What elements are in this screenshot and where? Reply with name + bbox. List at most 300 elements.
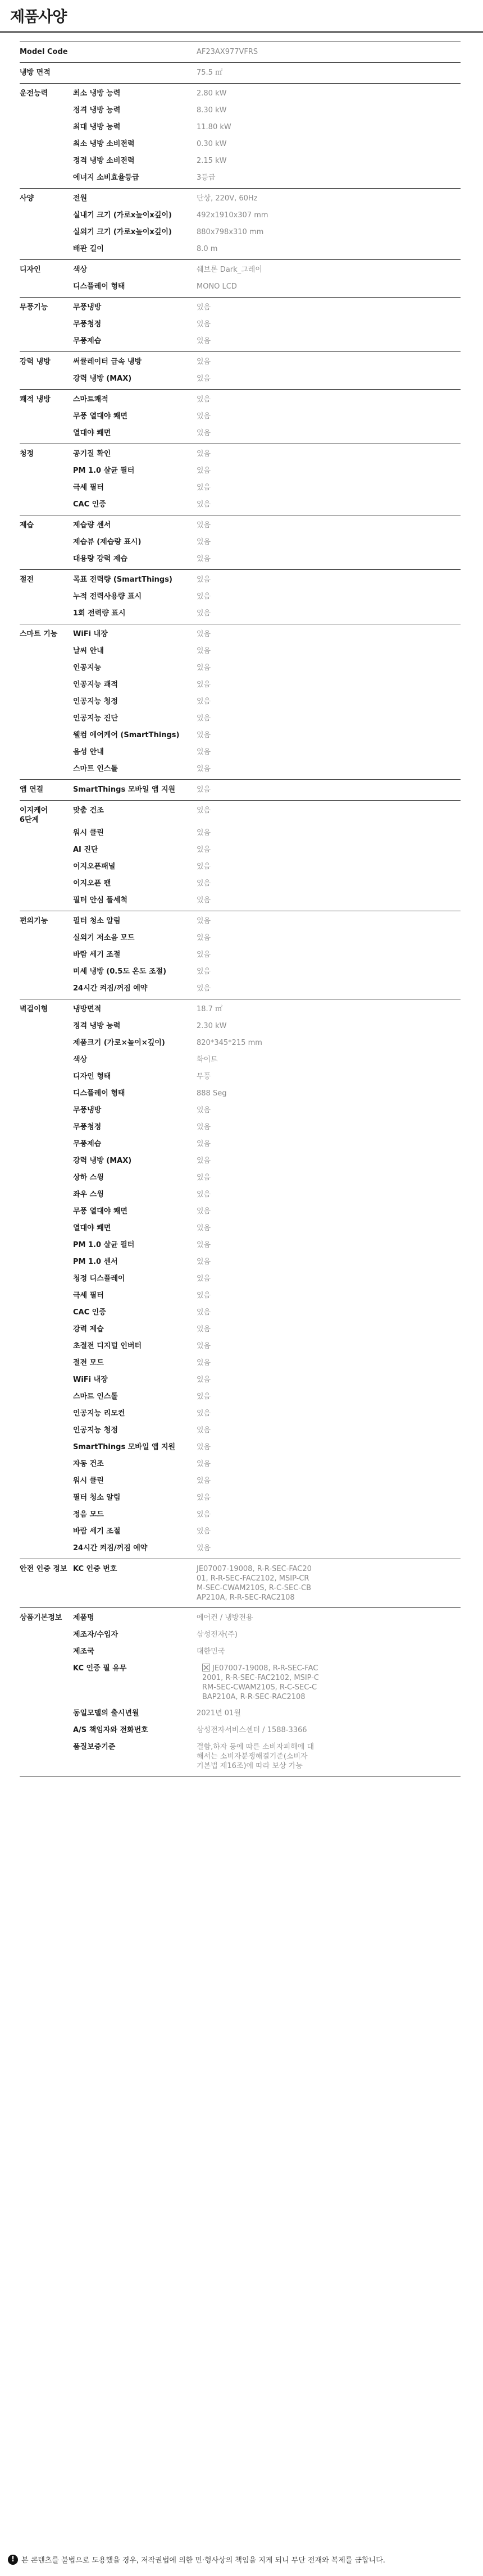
spec-row	[20, 693, 461, 710]
spec-category	[20, 980, 73, 997]
spec-label: 제습량 센서	[73, 521, 111, 529]
spec-category	[20, 1153, 73, 1170]
spec-value	[197, 626, 315, 643]
spec-category	[20, 677, 73, 693]
spec-label: 냉방면적	[73, 1005, 102, 1013]
spec-label: PM 1.0 살균 필터	[73, 467, 135, 475]
spec-category	[20, 930, 73, 947]
spec-value-text: 있음	[197, 879, 211, 888]
spec-row	[20, 65, 461, 81]
spec-row	[20, 479, 461, 496]
spec-category	[20, 588, 73, 605]
spec-category	[20, 1473, 73, 1490]
spec-category	[20, 693, 73, 710]
spec-category	[20, 1372, 73, 1389]
spec-category	[20, 534, 73, 551]
spec-value-text: 있음	[197, 1376, 211, 1384]
spec-label: 써큘레이터 급속 냉방	[73, 358, 142, 366]
spec-value-text: 880x798x310 mm	[197, 228, 264, 236]
spec-row	[20, 1523, 461, 1540]
spec-value-text: 있음	[197, 785, 211, 794]
spec-label: 날씨 안내	[73, 647, 104, 655]
spec-row	[20, 1561, 461, 1606]
spec-value	[197, 1052, 315, 1068]
spec-category	[20, 605, 73, 622]
spec-row	[20, 1610, 461, 1627]
spec-value-text: 있음	[197, 467, 211, 475]
spec-value	[197, 1220, 315, 1237]
spec-row	[20, 1254, 461, 1271]
spec-label: AI 진단	[73, 846, 98, 854]
spec-value	[197, 496, 315, 513]
spec-value	[197, 446, 315, 463]
spec-row	[20, 802, 461, 825]
spec-value	[197, 710, 315, 727]
spec-value	[197, 1338, 315, 1355]
spec-category: 이지케어 6단계	[20, 806, 48, 824]
spec-value-text: 있음	[197, 303, 211, 312]
spec-category	[20, 1722, 73, 1739]
spec-category	[20, 660, 73, 677]
spec-value-text: 있음	[197, 1359, 211, 1367]
spec-row	[20, 119, 461, 136]
spec-label: 실내기 크기 (가로x높이x깊이)	[73, 211, 172, 220]
spec-value	[197, 572, 315, 588]
spec-value	[197, 1506, 315, 1523]
spec-value-text: 에어컨 / 냉방전용	[197, 1614, 253, 1622]
spec-category: 절전	[20, 576, 34, 584]
spec-category	[20, 1422, 73, 1439]
spec-row	[20, 496, 461, 513]
spec-row	[20, 1035, 461, 1052]
spec-row	[20, 875, 461, 892]
spec-category	[20, 170, 73, 186]
spec-value-text: 삼성전자(주)	[197, 1630, 238, 1639]
spec-category	[20, 1254, 73, 1271]
spec-row	[20, 1660, 461, 1705]
spec-value	[197, 1102, 315, 1119]
spec-group	[20, 801, 461, 911]
spec-value	[197, 170, 315, 186]
spec-value	[197, 842, 315, 858]
spec-label: 24시간 켜짐/꺼짐 예약	[73, 984, 148, 993]
spec-label: 인공지능 진단	[73, 714, 118, 723]
spec-label: 무풍제습	[73, 337, 102, 345]
spec-label: 스마트쾌적	[73, 395, 108, 404]
spec-category	[20, 825, 73, 842]
spec-value-text: 있음	[197, 664, 211, 672]
spec-value-text: JE07007-19008, R-R-SEC-FAC2001, R-R-SEC-FAC2102, MSIP-CRM-SEC-CWAM210S, R-C-SEC-CBAP210A, R-R-SEC-RAC2108	[197, 1565, 312, 1602]
spec-value-text: 있음	[197, 1291, 211, 1300]
spec-row	[20, 371, 461, 387]
spec-category	[20, 224, 73, 241]
spec-label: 색상	[73, 266, 88, 274]
spec-category	[20, 1660, 73, 1705]
spec-value-text: 있음	[197, 1443, 211, 1451]
spec-category	[20, 1287, 73, 1304]
spec-value	[197, 1389, 315, 1405]
spec-row	[20, 892, 461, 909]
spec-label: CAC 인증	[73, 500, 106, 509]
spec-label: 인공지능 리모컨	[73, 1409, 125, 1418]
spec-label: 24시간 켜짐/꺼짐 예약	[73, 1544, 148, 1552]
title-divider	[0, 31, 483, 33]
spec-category: Model Code	[20, 48, 68, 56]
spec-category	[20, 1018, 73, 1035]
spec-value-text: 있음	[197, 680, 211, 689]
spec-row	[20, 1186, 461, 1203]
spec-value-text: 있음	[197, 1275, 211, 1283]
spec-value-text: 820*345*215 mm	[197, 1039, 262, 1047]
spec-label: 최소 냉방 소비전력	[73, 140, 135, 148]
spec-value-text: 있음	[197, 1140, 211, 1148]
spec-row	[20, 1052, 461, 1068]
spec-label: 스마트 인스톨	[73, 1392, 118, 1401]
spec-value	[197, 153, 315, 170]
spec-value	[197, 744, 315, 761]
spec-category	[20, 1119, 73, 1136]
spec-value	[197, 1068, 315, 1085]
spec-label: 제조국	[73, 1647, 94, 1656]
spec-label: 인공지능	[73, 664, 102, 672]
spec-value	[197, 65, 315, 81]
spec-category: 벽걸이형	[20, 1005, 48, 1013]
spec-label: PM 1.0 살균 필터	[73, 1241, 135, 1249]
spec-label: 무풍 열대야 쾌면	[73, 412, 127, 421]
spec-label: SmartThings 모바일 앱 지원	[73, 1443, 176, 1451]
spec-category	[20, 1068, 73, 1085]
spec-value-text: 있음	[197, 521, 211, 529]
spec-value	[197, 1271, 315, 1287]
spec-label: 워시 클린	[73, 1477, 104, 1485]
spec-row	[20, 102, 461, 119]
spec-group	[20, 1608, 461, 1776]
spec-value-text: 있음	[197, 630, 211, 638]
spec-value	[197, 913, 315, 930]
spec-category: 안전 인증 정보	[20, 1565, 67, 1573]
spec-value-text: 있음	[197, 1308, 211, 1317]
spec-label: 절전 모드	[73, 1359, 104, 1367]
spec-row	[20, 1422, 461, 1439]
spec-label: 상하 스윙	[73, 1173, 104, 1182]
spec-category	[20, 842, 73, 858]
spec-value	[197, 1540, 315, 1557]
spec-category	[20, 153, 73, 170]
spec-label: 초절전 디지털 인버터	[73, 1342, 142, 1350]
spec-label: CAC 인증	[73, 1308, 106, 1317]
spec-category	[20, 1321, 73, 1338]
spec-value	[197, 479, 315, 496]
spec-value	[197, 354, 315, 371]
spec-row	[20, 980, 461, 997]
spec-category	[20, 333, 73, 350]
spec-row	[20, 190, 461, 207]
spec-row	[20, 1119, 461, 1136]
spec-category: 청정	[20, 450, 34, 458]
spec-label: 에너지 소비효율등급	[73, 173, 139, 182]
spec-value-text: 있음	[197, 1190, 211, 1199]
spec-row	[20, 1102, 461, 1119]
spec-category	[20, 1355, 73, 1372]
spec-row	[20, 842, 461, 858]
spec-value-text: 있음	[197, 395, 211, 404]
spec-row	[20, 316, 461, 333]
spec-value-text: 있음	[197, 429, 211, 437]
spec-label: 품질보증기준	[73, 1743, 116, 1751]
spec-category	[20, 727, 73, 744]
spec-category: 무풍기능	[20, 303, 48, 312]
spec-value	[197, 1372, 315, 1389]
spec-category	[20, 1627, 73, 1643]
spec-row	[20, 626, 461, 643]
spec-category	[20, 1705, 73, 1722]
spec-value-text: 대한민국	[197, 1647, 225, 1656]
spec-value	[197, 85, 315, 102]
spec-value	[197, 391, 315, 408]
spec-category	[20, 479, 73, 496]
spec-category	[20, 425, 73, 442]
spec-label: 최대 냉방 능력	[73, 123, 121, 131]
spec-category	[20, 551, 73, 568]
spec-label: KC 인증 필 유무	[73, 1664, 127, 1673]
spec-value	[197, 190, 315, 207]
spec-row	[20, 643, 461, 660]
spec-label: 목표 전력량 (SmartThings)	[73, 576, 172, 584]
spec-label: 열대야 쾌면	[73, 1224, 111, 1232]
spec-value-text: 있음	[197, 1544, 211, 1552]
spec-value-text: 있음	[197, 1106, 211, 1115]
spec-label: 필터 청소 알림	[73, 917, 121, 925]
spec-row	[20, 1372, 461, 1389]
spec-category	[20, 643, 73, 660]
spec-label: 제품크기 (가로×높이×깊이)	[73, 1039, 165, 1047]
spec-value	[197, 802, 315, 825]
spec-label: 인공지능 청정	[73, 1426, 118, 1435]
spec-value-text: 있음	[197, 1207, 211, 1216]
spec-value	[197, 1237, 315, 1254]
spec-label: 무풍청정	[73, 1123, 102, 1131]
spec-label: 자동 건조	[73, 1460, 104, 1468]
spec-row	[20, 425, 461, 442]
spec-value	[197, 1321, 315, 1338]
spec-row	[20, 1389, 461, 1405]
spec-value	[197, 1439, 315, 1456]
spec-row	[20, 1473, 461, 1490]
spec-row	[20, 1456, 461, 1473]
spec-value-text: 화이트	[197, 1056, 218, 1064]
spec-value-text: 있음	[197, 1342, 211, 1350]
spec-row	[20, 782, 461, 798]
spec-row	[20, 136, 461, 153]
spec-value	[197, 1627, 315, 1643]
spec-label: KC 인증 번호	[73, 1565, 117, 1573]
spec-value	[197, 1739, 315, 1774]
spec-value-text: 있음	[197, 862, 211, 871]
spec-category	[20, 1170, 73, 1186]
spec-row	[20, 1136, 461, 1153]
spec-value	[197, 207, 315, 224]
spec-category	[20, 371, 73, 387]
spec-value	[197, 1490, 315, 1506]
spec-label: 실외기 크기 (가로x높이x깊이)	[73, 228, 172, 236]
spec-value	[197, 782, 315, 798]
spec-label: 웰컴 에어케어 (SmartThings)	[73, 731, 180, 739]
spec-row	[20, 588, 461, 605]
spec-row	[20, 1220, 461, 1237]
spec-label: 음성 안내	[73, 748, 104, 756]
spec-value	[197, 761, 315, 778]
spec-label: 디자인 형태	[73, 1072, 111, 1081]
spec-group	[20, 42, 461, 63]
spec-row	[20, 1271, 461, 1287]
spec-label: 정음 모드	[73, 1510, 104, 1519]
spec-row	[20, 660, 461, 677]
spec-value-text: 있음	[197, 320, 211, 328]
spec-value-text: 2.80 kW	[197, 89, 227, 98]
spec-row	[20, 1203, 461, 1220]
spec-value-text: 있음	[197, 576, 211, 584]
spec-row	[20, 1506, 461, 1523]
spec-value-text: 있음	[197, 450, 211, 458]
spec-label: 전원	[73, 194, 88, 203]
spec-value	[197, 1136, 315, 1153]
spec-label: 강력 냉방 (MAX)	[73, 1157, 132, 1165]
spec-label: 극세 필터	[73, 483, 104, 492]
spec-value-text: 있음	[197, 609, 211, 618]
spec-category	[20, 102, 73, 119]
spec-row	[20, 170, 461, 186]
spec-label: 디스플레이 형태	[73, 1089, 125, 1098]
spec-label: 제조자/수입자	[73, 1630, 119, 1639]
spec-category: 제습	[20, 521, 34, 529]
spec-value-text: 있음	[197, 806, 211, 815]
spec-category	[20, 1456, 73, 1473]
spec-value-text: 있음	[197, 896, 211, 905]
spec-row	[20, 913, 461, 930]
spec-category: 앱 연결	[20, 785, 44, 794]
spec-label: 색상	[73, 1056, 88, 1064]
spec-label: 배관 길이	[73, 245, 104, 253]
spec-value	[197, 262, 315, 278]
spec-label: 열대야 쾌면	[73, 429, 111, 437]
spec-category	[20, 1523, 73, 1540]
spec-label: 무풍 열대야 쾌면	[73, 1207, 127, 1216]
spec-value-text: 있음	[197, 1510, 211, 1519]
spec-category	[20, 1186, 73, 1203]
spec-row	[20, 1643, 461, 1660]
spec-label: 극세 필터	[73, 1291, 104, 1300]
spec-label: 워시 클린	[73, 829, 104, 837]
spec-value	[197, 408, 315, 425]
spec-value-text: 있음	[197, 500, 211, 509]
spec-value-text: 있음	[197, 1460, 211, 1468]
spec-row	[20, 744, 461, 761]
spec-row	[20, 710, 461, 727]
spec-table	[20, 42, 461, 1776]
spec-value-text: 있음	[197, 748, 211, 756]
spec-row	[20, 463, 461, 479]
spec-category	[20, 1540, 73, 1557]
spec-row	[20, 1304, 461, 1321]
spec-row	[20, 1627, 461, 1643]
spec-value	[197, 371, 315, 387]
spec-category	[20, 947, 73, 963]
spec-category	[20, 710, 73, 727]
spec-value	[197, 1561, 315, 1606]
spec-value	[197, 1035, 315, 1052]
spec-value-text: 3등급	[197, 173, 216, 182]
spec-value	[197, 1287, 315, 1304]
spec-row	[20, 1540, 461, 1557]
copyright-text: 본 콘텐츠를 불법으로 도용했을 경우, 저작권법에 의한 민·형사상의 책임을 지게 되니 무단 전재와 복제를 금합니다.	[21, 2556, 385, 2565]
spec-value-text: 삼성전자서비스센터 / 1588-3366	[197, 1726, 307, 1734]
spec-row	[20, 1739, 461, 1774]
spec-value	[197, 534, 315, 551]
spec-value	[197, 119, 315, 136]
spec-value	[197, 1119, 315, 1136]
spec-value	[197, 588, 315, 605]
spec-label: 맞춤 건조	[73, 806, 104, 815]
spec-value-text: 있음	[197, 1258, 211, 1266]
spec-category	[20, 1338, 73, 1355]
spec-value-text: 있음	[197, 483, 211, 492]
spec-value-text: 있음	[197, 1527, 211, 1536]
spec-group	[20, 352, 461, 390]
spec-row	[20, 1722, 461, 1739]
spec-label: SmartThings 모바일 앱 지원	[73, 785, 176, 794]
spec-label: 누적 전력사용량 표시	[73, 592, 142, 601]
spec-row	[20, 534, 461, 551]
spec-label: 동일모델의 출시년월	[73, 1709, 139, 1718]
spec-row	[20, 1085, 461, 1102]
spec-value	[197, 1405, 315, 1422]
spec-label: 무풍냉방	[73, 303, 102, 312]
spec-category	[20, 1035, 73, 1052]
spec-row	[20, 44, 461, 61]
spec-category	[20, 1052, 73, 1068]
spec-value	[197, 892, 315, 909]
spec-label: 필터 청소 알림	[73, 1493, 121, 1502]
spec-row	[20, 1153, 461, 1170]
spec-value	[197, 551, 315, 568]
spec-value	[197, 875, 315, 892]
spec-value-text: 2021년 01월	[197, 1709, 241, 1718]
spec-value-text: 있음	[197, 374, 211, 383]
spec-value-text: 있음	[197, 538, 211, 546]
spec-label: PM 1.0 센서	[73, 1258, 118, 1266]
spec-label: 청정 디스플레이	[73, 1275, 125, 1283]
spec-value-text: 있음	[197, 1426, 211, 1435]
spec-label: 무풍청정	[73, 320, 102, 328]
spec-value	[197, 963, 315, 980]
spec-row	[20, 1705, 461, 1722]
page-title: 제품사양	[10, 8, 67, 26]
spec-group	[20, 570, 461, 624]
spec-value	[197, 1203, 315, 1220]
spec-category	[20, 1271, 73, 1287]
spec-label: 1회 전력량 표시	[73, 609, 126, 618]
spec-value-text: 있음	[197, 1493, 211, 1502]
spec-value-text: 0.30 kW	[197, 140, 227, 148]
spec-value-text: 쉐브론 Dark_그레이	[197, 266, 262, 274]
spec-category: 디자인	[20, 266, 41, 274]
spec-value	[197, 1153, 315, 1170]
spec-group	[20, 1559, 461, 1608]
spec-value-text: 있음	[197, 1157, 211, 1165]
spec-value	[197, 44, 315, 61]
kc-mark-icon	[202, 1664, 210, 1671]
spec-value	[197, 102, 315, 119]
